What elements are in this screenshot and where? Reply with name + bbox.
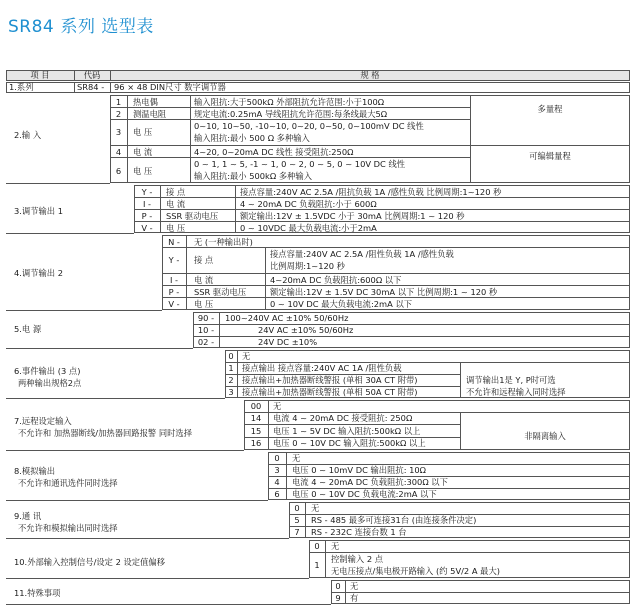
input-spec-6b: 输入阻抗:最小 500kΩ 多种输入 xyxy=(194,171,313,181)
comm-code-7: 7 xyxy=(294,527,300,537)
out2-name-y: 接 点 xyxy=(194,255,214,265)
out1-code-v: V - xyxy=(141,223,153,233)
ext-spec-0: 无 xyxy=(331,541,340,551)
event-code-0: 0 xyxy=(228,351,234,361)
title-text: 系列 选型表 xyxy=(60,17,154,37)
page-title xyxy=(8,12,154,37)
model-name: SR84 xyxy=(8,17,55,37)
special-code-9: 9 xyxy=(335,593,341,603)
input-name-6: 电 压 xyxy=(133,166,153,176)
out2-code-y: Y - xyxy=(168,255,180,265)
out1-spec-p: 额定输出:12V ± 1.5VDC 小于 30mA 比例周期:1 ~ 120 秒 xyxy=(240,211,465,221)
comm-spec-0: 无 xyxy=(311,503,320,513)
event-spec-2: 接点输出+加热器断线警报 (单相 30A CT 附带) xyxy=(242,375,418,385)
out1-code-p: P - xyxy=(141,211,153,221)
power-label: 5.电 源 xyxy=(14,324,42,334)
out2-name-n: 无 (一种输出时) xyxy=(194,237,253,247)
special-code-0: 0 xyxy=(335,581,341,591)
input-name-2: 测温电阻 xyxy=(133,109,167,119)
remote-label: 7.远程设定输入 xyxy=(14,416,72,426)
power-code-02: 02 - xyxy=(197,337,215,347)
special-label: 11.特殊事项 xyxy=(14,588,61,598)
input-code-2: 2 xyxy=(115,109,122,119)
comm-label: 9.通 讯 xyxy=(14,511,42,521)
remote-code-14: 14 xyxy=(250,413,262,423)
analog-spec-4: 电流 4 ~ 20mA DC 负载阻抗:300Ω 以下 xyxy=(292,477,448,487)
out1-name-v: 电 压 xyxy=(166,223,186,233)
out1-spec-i: 4 ~ 20mA DC 负载阻抗:小于 600Ω xyxy=(240,199,377,209)
event-note-2: 不允许和远程输入同时选择 xyxy=(466,387,566,397)
special-spec-9: 有 xyxy=(350,593,359,603)
out2-name-p: SSR 驱动电压 xyxy=(194,287,247,297)
analog-label: 8.模拟输出 xyxy=(14,466,56,476)
input-name-1: 热电偶 xyxy=(133,97,158,107)
out2-spec-p: 额定输出:12V ± 1.5V DC 30mA 以下 比例周期:1 ~ 120 秒 xyxy=(270,287,498,297)
power-code-90: 90 - xyxy=(197,313,215,323)
out1-code-y: Y - xyxy=(141,187,153,197)
out2-code-v: V - xyxy=(168,299,180,309)
special-spec-0: 无 xyxy=(350,581,359,591)
out2-code-p: P - xyxy=(168,287,180,297)
input-note-multirange: 多量程 xyxy=(537,104,563,114)
remote-code-15: 15 xyxy=(250,426,262,436)
remote-sublabel: 不允许和 加热器断线/加热器回路报警 同时选择 xyxy=(18,428,193,438)
analog-spec-3: 电压 0 ~ 10mV DC 输出阻抗: 10Ω xyxy=(292,465,427,475)
ext-spec-1a: 控制输入 2 点 xyxy=(331,554,384,564)
input-code-4: 4 xyxy=(115,147,122,157)
analog-code-0: 0 xyxy=(274,453,280,463)
input-spec-4: 4~20, 0~20mA DC 线性 接受阻抗:250Ω xyxy=(194,147,354,157)
input-label: 2.输 入 xyxy=(14,130,42,140)
power-spec-10: 24V AC ±10% 50/60Hz xyxy=(258,325,354,335)
out2-spec-v: 0 ~ 10V DC 最大负载电流:2mA 以下 xyxy=(270,299,413,309)
out1-name-p: SSR 驱动电压 xyxy=(166,211,219,221)
remote-code-16: 16 xyxy=(250,438,262,448)
ext-spec-1b: 无电压接点/集电极开路输入 (约 5V/2 A 最大) xyxy=(331,566,500,576)
out1-spec-v: 0 ~ 10VDC 最大负载电流:小于2mA xyxy=(240,223,377,233)
ext-code-1: 1 xyxy=(314,560,320,570)
power-code-10: 10 - xyxy=(197,325,215,335)
input-code-1: 1 xyxy=(115,97,122,107)
power-spec-90: 100~240V AC ±10% 50/60Hz xyxy=(225,313,349,323)
comm-sublabel: 不允许和模拟输出同时选择 xyxy=(18,523,118,533)
event-note-1: 调节输出1是 Y, P时可选 xyxy=(466,375,556,385)
remote-note: 非隔离输入 xyxy=(524,431,566,441)
input-spec-6a: 0 ~ 1, 1 ~ 5, -1 ~ 1, 0 ~ 2, 0 ~ 5, 0 ~ 10V DC 线性 xyxy=(194,159,406,169)
input-code-6: 6 xyxy=(115,166,122,176)
out1-code-i: I - xyxy=(142,199,152,209)
comm-code-0: 0 xyxy=(294,503,300,513)
analog-code-3: 3 xyxy=(274,465,280,475)
out1-name-y: 接 点 xyxy=(166,187,186,197)
comm-code-5: 5 xyxy=(294,515,300,525)
power-spec-02: 24V DC ±10% xyxy=(258,337,318,347)
input-note-programmable: 可编辑量程 xyxy=(529,151,571,161)
out1-spec-y: 接点容量:240V AC 2.5A /阻抗负载 1A /感性负载 比例周期:1~120 秒 xyxy=(240,187,502,197)
out2-name-i: 电 流 xyxy=(194,275,214,285)
out2-spec-i: 4~20mA DC 负载阻抗:600Ω 以下 xyxy=(270,275,402,285)
series-label: 1.系列 xyxy=(9,82,34,92)
analog-code-6: 6 xyxy=(274,489,280,499)
analog-spec-6: 电压 0 ~ 10V DC 负载电流:2mA 以下 xyxy=(292,489,437,499)
input-code-3: 3 xyxy=(115,127,122,137)
event-code-3: 3 xyxy=(228,387,234,397)
remote-code-00: 00 xyxy=(250,401,262,411)
header-item: 项 目 xyxy=(30,70,50,80)
input-spec-3a: 0~10, 10~50, -10~10, 0~20, 0~50, 0~100mV DC 线性 xyxy=(194,121,424,131)
out2-code-i: I - xyxy=(169,275,179,285)
remote-spec-14: 电流 4 ~ 20mA DC 接受阻抗: 250Ω xyxy=(273,413,413,423)
out1-name-i: 电 流 xyxy=(166,199,186,209)
input-spec-1: 输入阻抗:大于500kΩ 外部阻抗允许范围:小于100Ω xyxy=(194,97,385,107)
out2-spec-y1: 接点容量:240V AC 2.5A /阻性负载 1A /感性负载 xyxy=(270,249,454,259)
series-spec: 96 × 48 DIN尺寸 数字调节器 xyxy=(114,82,226,92)
header-spec: 规 格 xyxy=(360,70,380,80)
event-label: 6.事件输出 (3 点) xyxy=(14,366,81,376)
input-name-4: 电 流 xyxy=(133,147,153,157)
event-spec-3: 接点输出+加热器断线警报 (单相 50A CT 附带) xyxy=(242,387,418,397)
analog-code-4: 4 xyxy=(274,477,280,487)
out2-name-v: 电 压 xyxy=(194,299,214,309)
event-code-2: 2 xyxy=(228,375,234,385)
event-spec-1: 接点输出 接点容量:240V AC 1A /阻性负载 xyxy=(242,363,402,373)
ext-label: 10.外部输入控制信号/设定 2 设定值偏移 xyxy=(14,557,165,567)
comm-spec-5: RS - 485 最多可连接31台 (由连接条件决定) xyxy=(311,515,477,525)
out2-label: 4.调节输出 2 xyxy=(14,268,64,278)
event-code-1: 1 xyxy=(228,363,234,373)
out2-code-n: N - xyxy=(168,237,180,247)
comm-spec-7: RS - 232C 连接台数 1 台 xyxy=(311,527,407,537)
header-code: 代码 xyxy=(83,70,101,80)
input-spec-3b: 输入阻抗:最小 500 Ω 多种输入 xyxy=(194,133,310,143)
remote-spec-15: 电压 1 ~ 5V DC 输入阻抗:500kΩ 以上 xyxy=(273,426,421,436)
out1-label: 3.调节输出 1 xyxy=(14,206,64,216)
event-spec-0: 无 xyxy=(242,351,251,361)
event-sublabel: 两种输出规格2点 xyxy=(18,378,82,388)
remote-spec-00: 无 xyxy=(273,401,282,411)
ext-code-0: 0 xyxy=(314,541,320,551)
analog-sublabel: 不允许和通讯选件同时选择 xyxy=(18,478,118,488)
series-code: SR84 - xyxy=(77,82,105,92)
input-spec-2: 规定电流:0.25mA 导线阻抗允许范围:每条线最大5Ω xyxy=(194,109,388,119)
remote-spec-16: 电压 0 ~ 10V DC 输入阻抗:500kΩ 以上 xyxy=(273,438,426,448)
analog-spec-0: 无 xyxy=(292,453,301,463)
input-name-3: 电 压 xyxy=(133,127,153,137)
out2-spec-y2: 比例周期:1~120 秒 xyxy=(270,261,345,271)
